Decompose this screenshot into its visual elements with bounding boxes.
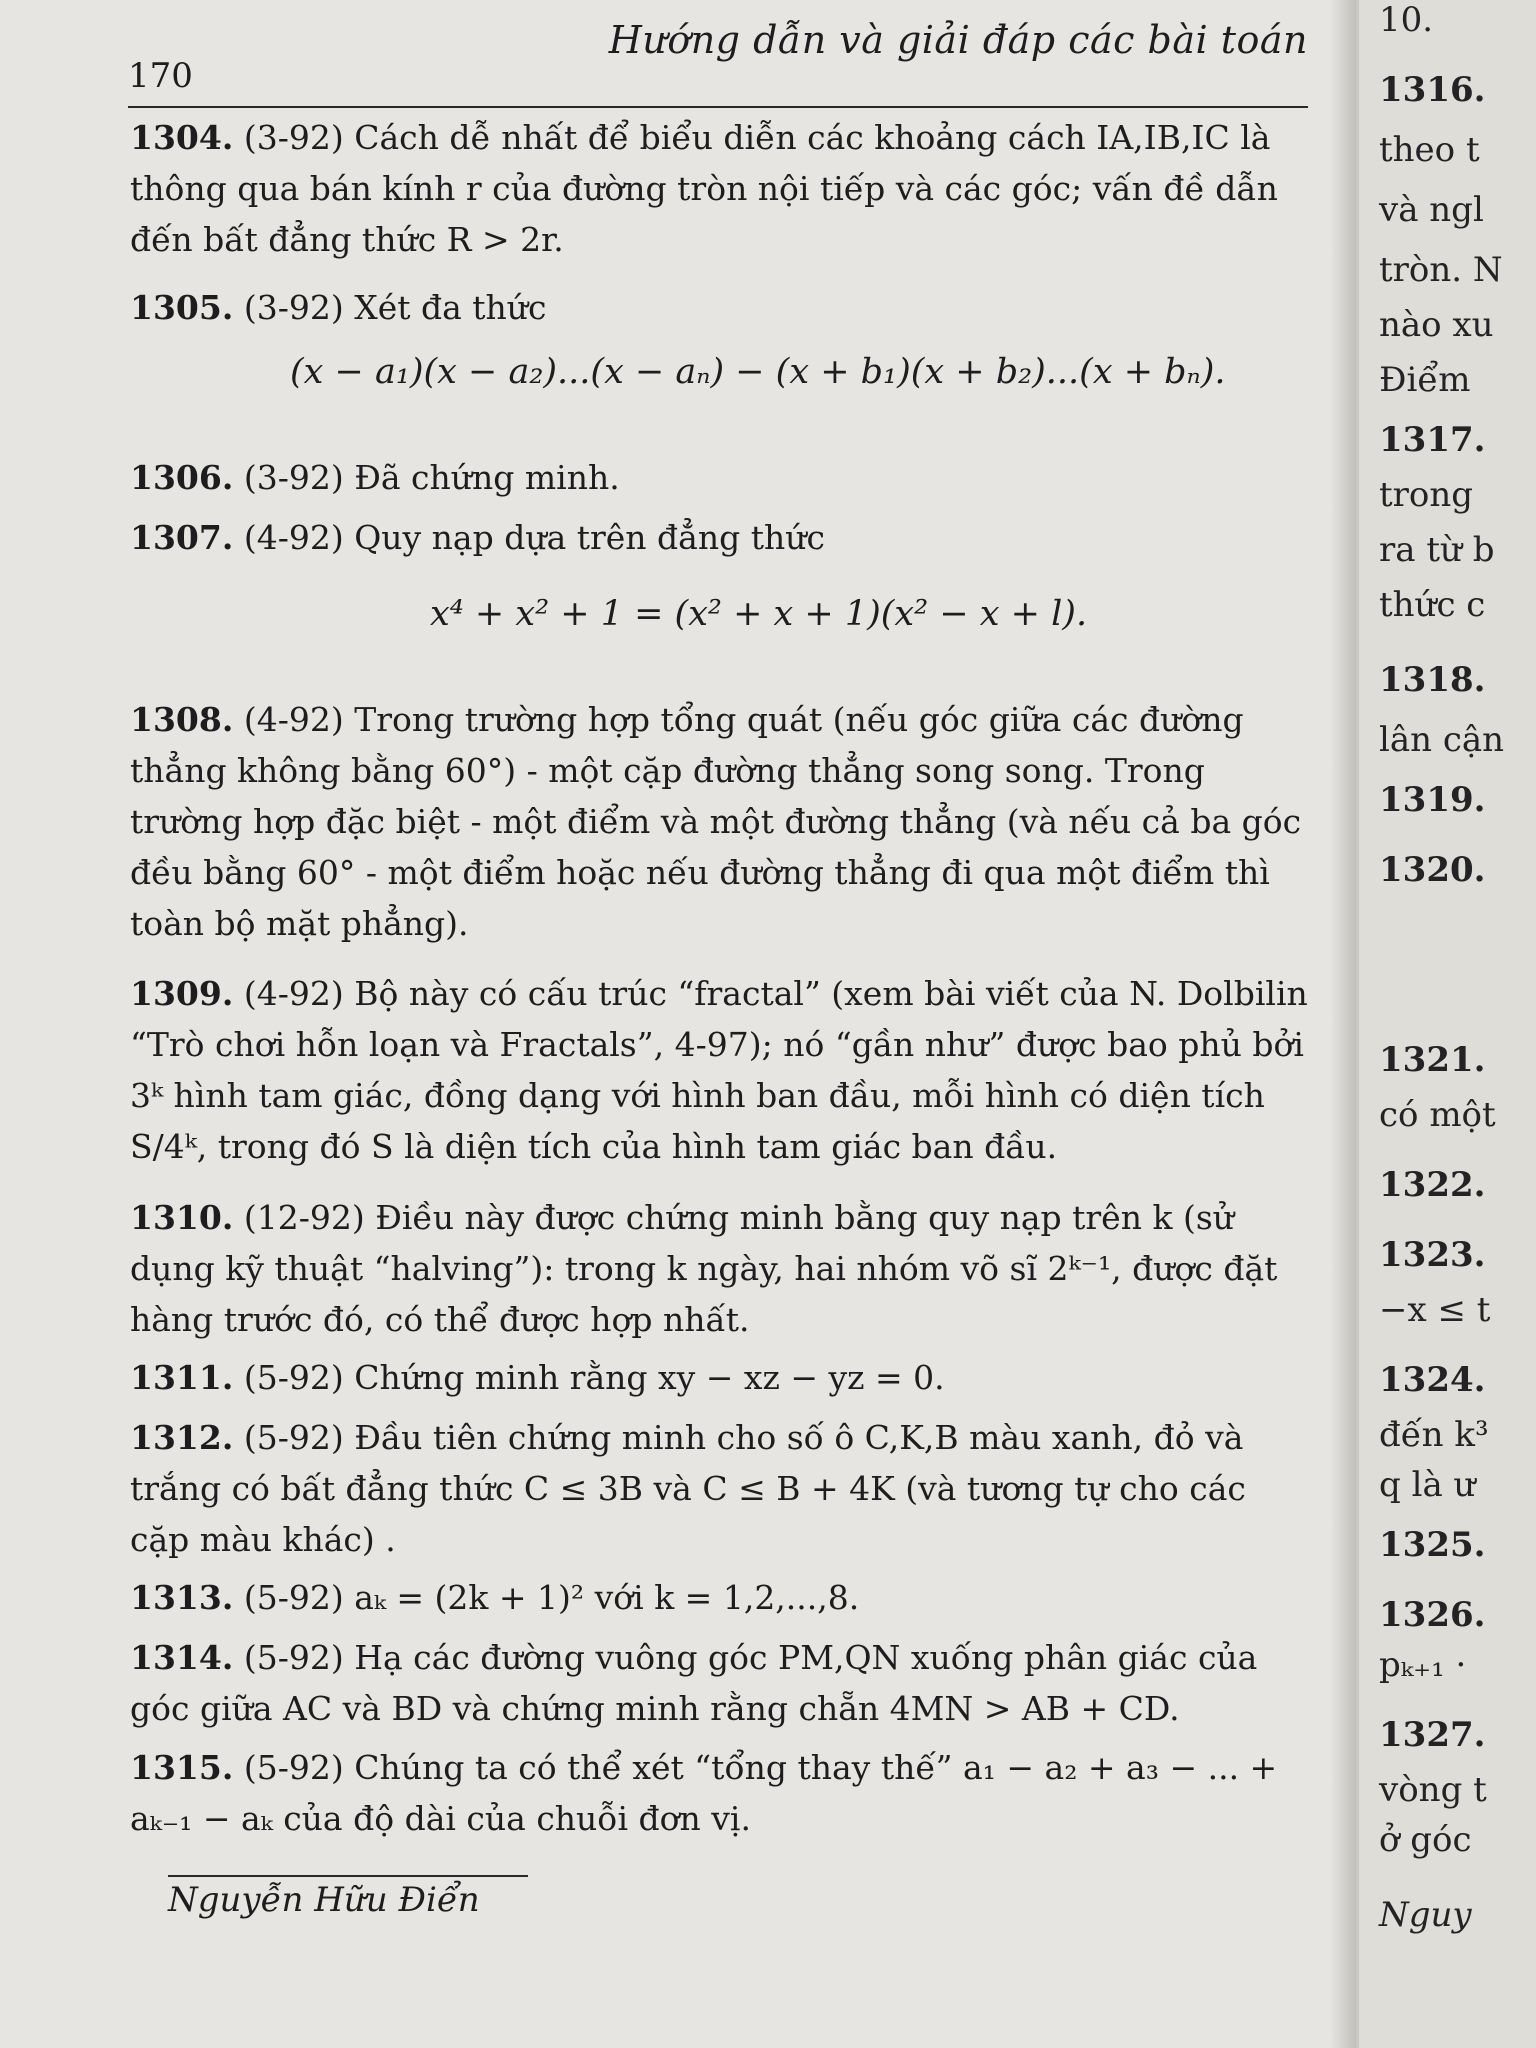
problem-number: 1312.: [130, 1418, 234, 1457]
problem-text: (3-92) Đã chứng minh.: [243, 458, 620, 497]
right-page-line: pₖ₊₁ ·: [1379, 1645, 1467, 1685]
problem-text: (5-92) Hạ các đường vuông góc PM,QN xuống phân giác của góc giữa AC và BD và chứng minh rằng chẵn 4MN > AB + CD.: [130, 1638, 1258, 1728]
problem-1304: [130, 112, 1310, 265]
problem-text: (4-92) Trong trường hợp tổng quát (nếu góc giữa các đường thẳng không bằng 60°) - một cặp đường thẳng song song. Trong trường hợp đặc biệt - một điểm và một đường thẳng (và nếu cả ba góc đều bằng 60° - một điểm hoặc nếu đường thẳng đi qua một điểm thì toàn bộ mặt phẳng).: [130, 700, 1302, 943]
formula-1307: x⁴ + x² + 1 = (x² + x + 1)(x² − x + l).: [430, 594, 1088, 634]
right-page-line: 1319.: [1379, 780, 1486, 820]
problem-1313: [130, 1572, 1310, 1623]
right-page-line: 1324.: [1379, 1360, 1486, 1400]
problem-text: (5-92) Chúng ta có thể xét “tổng thay thế” a₁ − a₂ + a₃ − ... + aₖ₋₁ − aₖ của độ dài của chuỗi đơn vị.: [130, 1748, 1278, 1838]
right-page-line: −x ≤ t: [1379, 1290, 1491, 1330]
right-page-line: có một: [1379, 1095, 1496, 1135]
right-page-line: ở góc: [1379, 1820, 1472, 1860]
problem-1315: [130, 1742, 1310, 1844]
problem-number: 1304.: [130, 118, 234, 157]
right-page-line: q là ư: [1379, 1465, 1476, 1505]
right-page-line: tròn. N: [1379, 250, 1503, 290]
problem-1311: [130, 1352, 1310, 1403]
footer-rule: [168, 1875, 528, 1877]
problem-text: (5-92) aₖ = (2k + 1)² với k = 1,2,...,8.: [243, 1578, 860, 1617]
right-page-line: 1323.: [1379, 1235, 1486, 1275]
problem-text: (3-92) Xét đa thức: [243, 288, 547, 327]
problem-number: 1309.: [130, 974, 234, 1013]
right-page-line: Điểm: [1379, 360, 1471, 400]
right-page-line: ra từ b: [1379, 530, 1495, 570]
problem-text: (4-92) Quy nạp dựa trên đẳng thức: [243, 518, 825, 557]
right-page-line: 1317.: [1379, 420, 1486, 460]
problem-number: 1311.: [130, 1358, 234, 1397]
right-book-page: [1356, 0, 1536, 2048]
right-page-line: nào xu: [1379, 305, 1494, 345]
right-page-line: trong: [1379, 475, 1474, 515]
problem-number: 1313.: [130, 1578, 234, 1617]
right-page-line: thức c: [1379, 585, 1486, 625]
right-page-line: lân cận: [1379, 720, 1505, 760]
running-title: Hướng dẫn và giải đáp các bài toán: [608, 18, 1308, 62]
right-page-line: 1316.: [1379, 70, 1486, 110]
problem-1308: [130, 694, 1310, 949]
right-page-line: Nguy: [1379, 1895, 1472, 1935]
right-page-line: 1320.: [1379, 850, 1486, 890]
right-page-line: 1321.: [1379, 1040, 1486, 1080]
right-page-line: 1325.: [1379, 1525, 1486, 1565]
problem-number: 1315.: [130, 1748, 234, 1787]
right-page-line: 1318.: [1379, 660, 1486, 700]
right-page-line: đến k³: [1379, 1415, 1489, 1455]
page-header: [128, 18, 1308, 98]
formula-1305: (x − a₁)(x − a₂)...(x − aₙ) − (x + b₁)(x + b₂)...(x + bₙ).: [290, 352, 1226, 392]
problem-text: (4-92) Bộ này có cấu trúc “fractal” (xem bài viết của N. Dolbilin “Trò chơi hỗn loạn và Fractals”, 4-97); nó “gần như” được bao phủ bởi 3ᵏ hình tam giác, đồng dạng với hình ban đầu, mỗi hình có diện tích S/4ᵏ, trong đó S là diện tích của hình tam giác ban đầu.: [130, 974, 1308, 1166]
problem-number: 1305.: [130, 288, 234, 327]
problem-text: (12-92) Điều này được chứng minh bằng quy nạp trên k (sử dụng kỹ thuật “halving”): trong k ngày, hai nhóm võ sĩ 2ᵏ⁻¹, được đặt hàng trước đó, có thể được hợp nhất.: [130, 1198, 1278, 1339]
problem-number: 1314.: [130, 1638, 234, 1677]
problem-1312: [130, 1412, 1310, 1565]
problem-number: 1310.: [130, 1198, 234, 1237]
right-page-line: 10.: [1379, 0, 1434, 40]
right-page-line: và ngl: [1379, 190, 1484, 230]
problem-1307: [130, 512, 1310, 563]
right-page-line: vòng t: [1379, 1770, 1487, 1810]
problem-1305: [130, 282, 1310, 333]
problem-1310: [130, 1192, 1310, 1345]
problem-1306: [130, 452, 1310, 503]
problem-number: 1306.: [130, 458, 234, 497]
problem-number: 1307.: [130, 518, 234, 557]
problem-text: (5-92) Chứng minh rằng xy − xz − yz = 0.: [243, 1358, 945, 1397]
page-number: 170: [128, 56, 193, 96]
problem-1309: [130, 968, 1310, 1172]
problem-text: (3-92) Cách dễ nhất để biểu diễn các khoảng cách IA,IB,IC là thông qua bán kính r của đường tròn nội tiếp và các góc; vấn đề dẫn đến bất đẳng thức R > 2r.: [130, 118, 1278, 259]
right-page-line: 1327.: [1379, 1715, 1486, 1755]
right-page-line: 1322.: [1379, 1165, 1486, 1205]
problem-number: 1308.: [130, 700, 234, 739]
footer-author: Nguyễn Hữu Điển: [168, 1880, 480, 1920]
problem-text: (5-92) Đầu tiên chứng minh cho số ô C,K,B màu xanh, đỏ và trắng có bất đẳng thức C ≤ 3B và C ≤ B + 4K (và tương tự cho các cặp màu khác) .: [130, 1418, 1246, 1559]
problem-1314: [130, 1632, 1310, 1734]
header-rule: [128, 106, 1308, 108]
right-page-line: 1326.: [1379, 1595, 1486, 1635]
right-page-line: theo t: [1379, 130, 1480, 170]
